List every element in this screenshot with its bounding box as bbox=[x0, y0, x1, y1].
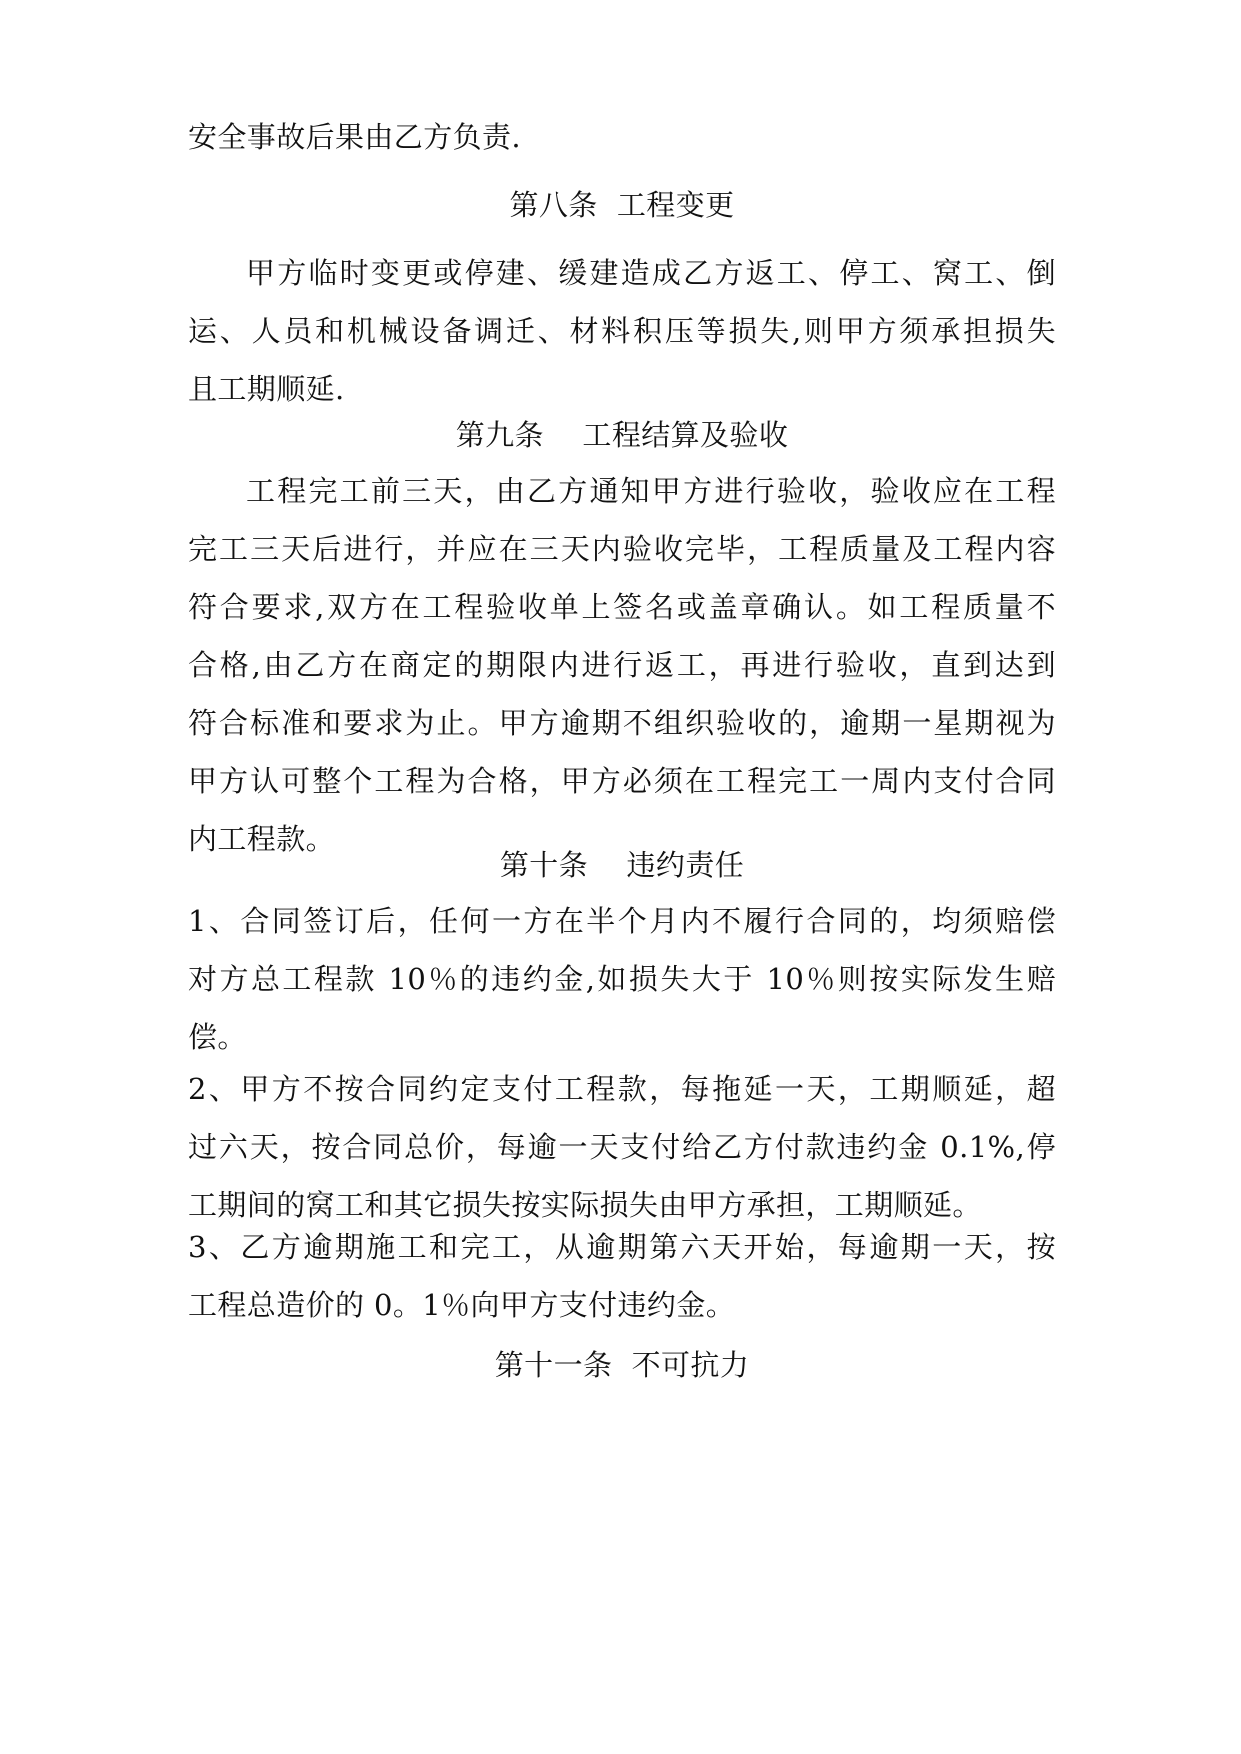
article-10-item-2 bbox=[188, 1060, 1056, 1234]
article-10-line: 对方总工程款 10％的违约金,如损失大于 10％则按实际发生赔 bbox=[188, 962, 1056, 996]
article-10-line: 偿。 bbox=[188, 1020, 247, 1054]
article-10-title: 第十条 违约责任 bbox=[499, 848, 745, 882]
article-9-line: 符合要求,双方在工程验收单上签名或盖章确认。如工程质量不 bbox=[188, 590, 1056, 624]
article-10-item-1 bbox=[188, 892, 1056, 1066]
article-9-line: 合格,由乙方在商定的期限内进行返工，再进行验收，直到达到 bbox=[188, 648, 1056, 682]
article-8 bbox=[188, 176, 1056, 234]
article-9-line: 完工三天后进行，并应在三天内验收完毕，工程质量及工程内容 bbox=[188, 532, 1056, 566]
article-8-title: 第八条 工程变更 bbox=[509, 188, 735, 222]
article-10-line: 3、乙方逾期施工和完工，从逾期第六天开始，每逾期一天，按 bbox=[188, 1230, 1056, 1264]
article-10-line: 2、甲方不按合同约定支付工程款，每拖延一天，工期顺延，超 bbox=[188, 1072, 1056, 1106]
article-9-line: 符合标准和要求为止。甲方逾期不组织验收的，逾期一星期视为 bbox=[188, 706, 1056, 740]
article-8-line: 且工期顺延. bbox=[188, 372, 345, 406]
article-8-line: 运、人员和机械设备调迁、材料积压等损失,则甲方须承担损失 bbox=[188, 314, 1056, 348]
article-10-line: 工程总造价的 0。1％向甲方支付违约金。 bbox=[188, 1288, 736, 1322]
article-9-title: 第九条 工程结算及验收 bbox=[455, 418, 789, 452]
article-9-line: 工程完工前三天，由乙方通知甲方进行验收，验收应在工程 bbox=[246, 474, 1056, 508]
continuation-text: 安全事故后果由乙方负责. bbox=[188, 120, 522, 154]
article-8-body bbox=[188, 244, 1056, 418]
continuation-block bbox=[188, 108, 1056, 166]
article-10-item-3 bbox=[188, 1218, 1056, 1334]
article-9-body bbox=[188, 462, 1056, 868]
article-10 bbox=[188, 836, 1056, 894]
article-9 bbox=[188, 406, 1056, 464]
article-8-line: 甲方临时变更或停建、缓建造成乙方返工、停工、窝工、倒 bbox=[246, 256, 1056, 290]
article-10-line: 工期间的窝工和其它损失按实际损失由甲方承担，工期顺延。 bbox=[188, 1188, 982, 1222]
article-11 bbox=[188, 1336, 1056, 1394]
article-9-line: 甲方认可整个工程为合格，甲方必须在工程完工一周内支付合同 bbox=[188, 764, 1056, 798]
article-11-title: 第十一条 不可抗力 bbox=[494, 1348, 750, 1382]
article-10-line: 1、合同签订后，任何一方在半个月内不履行合同的，均须赔偿 bbox=[188, 904, 1056, 938]
article-9-line: 内工程款。 bbox=[188, 822, 336, 856]
article-10-line: 过六天，按合同总价，每逾一天支付给乙方付款违约金 0.1%,停 bbox=[188, 1130, 1056, 1164]
